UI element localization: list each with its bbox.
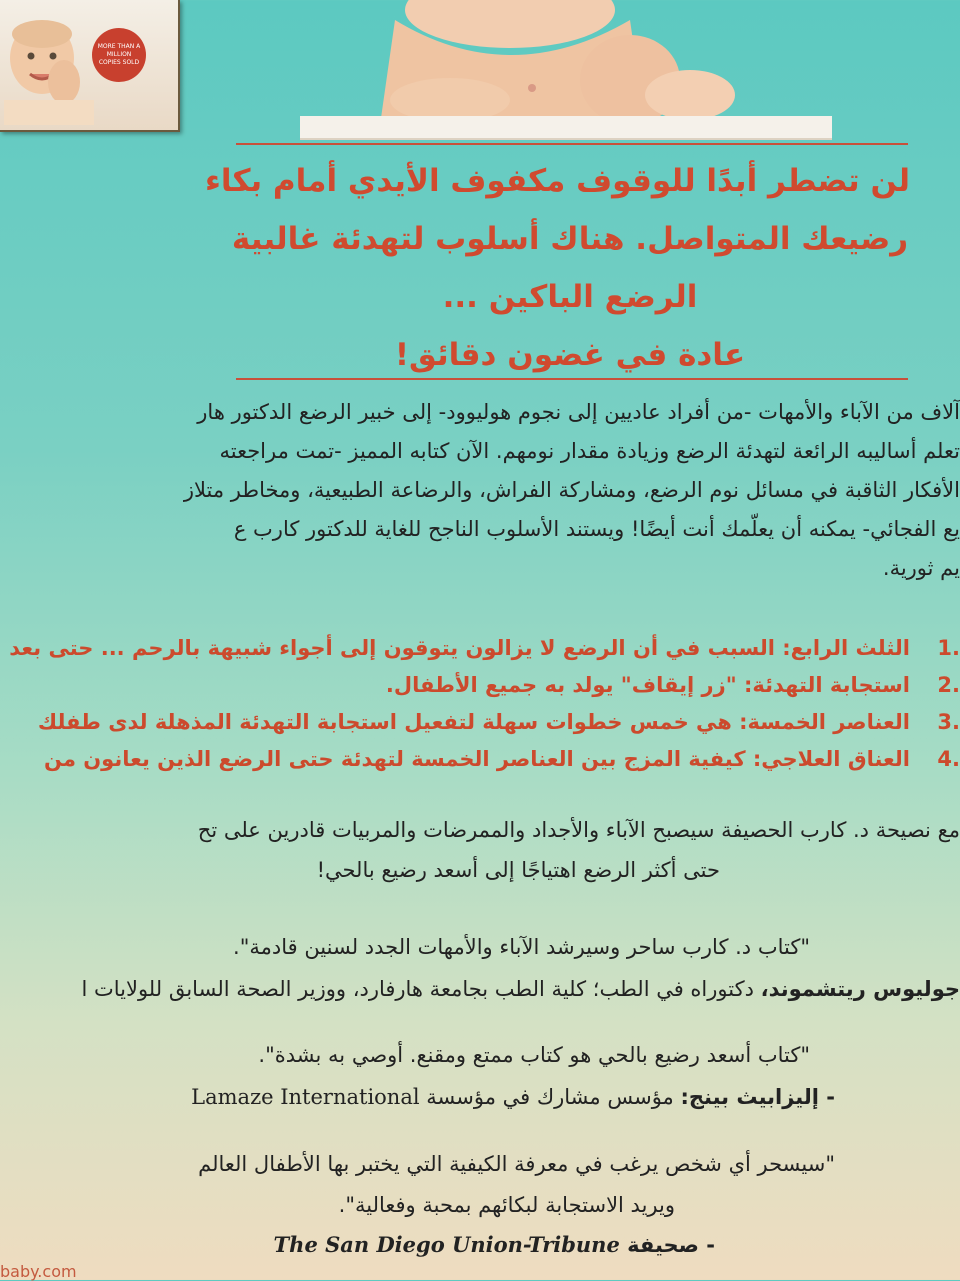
intro-line: الأفكار الثاقبة في مسائل نوم الرضع، ومشاركة الفراش، والرضاعة الطبيعية، ومخاطر متلاز xyxy=(183,478,960,502)
book-thumbnail xyxy=(0,0,180,132)
point-item xyxy=(0,741,960,778)
quote-2-text xyxy=(258,1036,810,1074)
point-number: .4 xyxy=(937,747,960,771)
point-number: .3 xyxy=(937,710,960,734)
quote-3-line xyxy=(198,1145,835,1183)
point-number: .1 xyxy=(937,636,960,660)
intro-line: تعلم أساليبه الرائعة لتهدئة الرضع وزيادة مقدار نومهم. الآن كتابه المميز -تمت مراجعته xyxy=(219,439,960,463)
headline-line: عادة في غضون دقائق! xyxy=(394,337,746,373)
advice-line: مع نصيحة د. كارب الحصيفة سيصبح الآباء والأجداد والممرضات والمربيات قادرين على تح xyxy=(197,818,960,842)
quote-2-attribution xyxy=(191,1078,835,1116)
quote-3-line xyxy=(339,1186,675,1224)
point-text: الثلث الرابع: السبب في أن الرضع لا يزالون يتوقون إلى أجواء شبيهة بالرحم ... حتى بعد xyxy=(9,636,910,660)
intro-paragraph xyxy=(0,393,960,588)
point-item xyxy=(0,704,960,741)
quote-author: جوليوس ريتشموند، xyxy=(760,977,960,1001)
intro-line: يع الفجائي- يمكنه أن يعلّمك أنت أيضًا! ويستند الأسلوب الناجح للغاية للدكتور كارب ع xyxy=(233,517,960,541)
advice-paragraph xyxy=(0,810,960,890)
quote-source-prefix: - صحيفة xyxy=(619,1233,715,1257)
point-item xyxy=(0,630,960,667)
quote-source-name: The San Diego Union-Tribune xyxy=(273,1232,620,1257)
point-text: العناصر الخمسة: هي خمس خطوات سهلة لتفعيل استجابة التهدئة المذهلة لدى طفلك xyxy=(37,710,910,734)
point-item xyxy=(0,667,960,704)
headline-line: لن تضطر أبدًا للوقوف مكفوف الأيدي أمام بكاء xyxy=(204,163,910,199)
photo-ledge xyxy=(300,116,832,140)
quote-credential: دكتوراه في الطب؛ كلية الطب بجامعة هارفارد، ووزير الصحة السابق للولايات ا xyxy=(81,977,761,1001)
seal-text: MORE THAN A MILLION COPIES SOLD xyxy=(97,43,141,66)
numbered-points xyxy=(0,630,960,778)
quote-text: "كتاب د. كارب ساحر وسيرشد الآباء والأمهات الجدد لسنين قادمة". xyxy=(233,935,810,959)
headline-bottom-rule xyxy=(236,378,908,380)
headline-line: رضيعك المتواصل. هناك أسلوب لتهدئة غالبية xyxy=(231,221,909,257)
intro-line: آلاف من الآباء والأمهات -من أفراد عاديين إلى نجوم هوليوود- إلى خبير الرضع الدكتور هار xyxy=(197,400,960,424)
quote-author: - إليزابيث بينج: xyxy=(680,1085,835,1109)
headline xyxy=(204,152,910,384)
quote-text: ويريد الاستجابة لبكائهم بمحبة وفعالية". xyxy=(338,1193,675,1217)
bestseller-seal xyxy=(92,28,146,82)
quote-3-source xyxy=(274,1226,715,1264)
headline-line: الرضع الباكين ... xyxy=(442,279,698,315)
point-number: .2 xyxy=(937,673,960,697)
advice-line: حتى أكثر الرضع اهتياجًا إلى أسعد رضيع بالحي! xyxy=(316,858,720,882)
thumbnail-baby-image xyxy=(4,10,94,125)
quote-1-attribution xyxy=(81,970,960,1008)
point-text: استجابة التهدئة: "زر إيقاف" يولد به جميع الأطفال. xyxy=(385,673,910,697)
quote-1-text xyxy=(233,928,810,966)
footer-url: baby.com xyxy=(0,1262,77,1281)
quote-text: "كتاب أسعد رضيع بالحي هو كتاب ممتع ومقنع. أوصي به بشدة". xyxy=(258,1043,810,1067)
point-text: العناق العلاجي: كيفية المزج بين العناصر الخمسة لتهدئة حتى الرضع الذين يعانون من xyxy=(44,747,910,771)
quote-text: "سيسحر أي شخص يرغب في معرفة الكيفية التي يختبر بها الأطفال العالم xyxy=(198,1152,835,1176)
intro-line: يم ثورية. xyxy=(882,556,960,580)
headline-top-rule xyxy=(236,143,908,145)
quote-credential: مؤسس مشارك في مؤسسة xyxy=(419,1085,681,1109)
quote-organization: Lamaze International xyxy=(191,1085,420,1109)
